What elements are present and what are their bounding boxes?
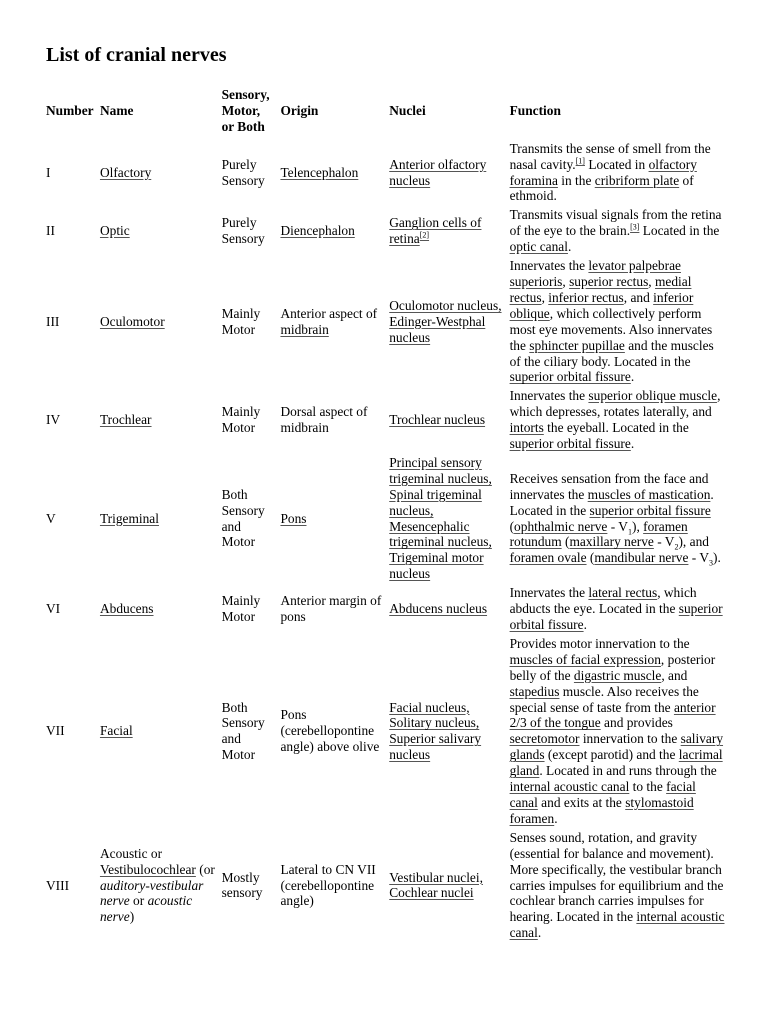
nucleus-link[interactable]: Spinal trigeminal nucleus, bbox=[389, 486, 482, 518]
function-text: , and bbox=[623, 289, 654, 305]
function-link[interactable]: intorts bbox=[509, 420, 544, 436]
function-text: . bbox=[554, 810, 558, 826]
cell-number: VII bbox=[46, 723, 65, 739]
nerve-link[interactable]: Optic bbox=[99, 223, 130, 239]
nucleus-link[interactable]: Vestibular nuclei, bbox=[389, 869, 483, 885]
function-text: Innervates the bbox=[509, 388, 589, 404]
nerve-link[interactable]: Trigeminal bbox=[99, 510, 159, 526]
name-text: Acoustic or bbox=[99, 845, 163, 861]
cell-nuclei bbox=[387, 584, 507, 635]
table-row bbox=[44, 257, 728, 387]
nucleus-link[interactable]: Trochlear nucleus bbox=[389, 412, 486, 428]
cell-type: Mainly Motor bbox=[221, 593, 261, 625]
cell-function bbox=[508, 454, 728, 584]
function-text: Located in the bbox=[639, 223, 720, 239]
table-header-row bbox=[44, 86, 728, 140]
function-text: (except parotid) and the bbox=[544, 747, 679, 763]
cell-number: VI bbox=[46, 601, 61, 617]
cell-nuclei bbox=[387, 387, 507, 454]
function-link[interactable]: foramen rotundum bbox=[509, 518, 688, 550]
function-text: and provides bbox=[600, 715, 673, 731]
cell-name bbox=[98, 635, 220, 829]
nucleus-link[interactable]: Anterior olfactory nucleus bbox=[389, 156, 487, 188]
cell-function bbox=[508, 140, 728, 207]
function-text: and exits at the bbox=[537, 794, 626, 810]
function-link[interactable]: mandibular nerve bbox=[594, 550, 689, 566]
nucleus-link[interactable]: Mesencephalic trigeminal nucleus, bbox=[389, 518, 492, 550]
nucleus-link[interactable]: Ganglion cells of retina bbox=[389, 215, 482, 247]
nucleus-link[interactable]: Edinger-Westphal nucleus bbox=[389, 313, 486, 345]
function-link[interactable]: muscles of mastication bbox=[587, 486, 711, 502]
cell-type: Purely Sensory bbox=[221, 156, 265, 188]
function-link[interactable]: muscles of facial expression bbox=[509, 651, 661, 667]
function-link[interactable]: internal acoustic canal bbox=[509, 779, 630, 795]
function-text: , posterior belly of the bbox=[509, 651, 716, 683]
table-row bbox=[44, 140, 728, 207]
cell-nuclei bbox=[387, 206, 507, 257]
origin-link[interactable]: Diencephalon bbox=[280, 223, 355, 239]
function-link[interactable]: superior orbital fissure bbox=[509, 436, 631, 452]
origin-text: Anterior aspect of bbox=[280, 305, 378, 321]
cell-nuclei bbox=[387, 257, 507, 387]
function-link[interactable]: salivary glands bbox=[509, 731, 724, 763]
nucleus-link[interactable]: Cochlear nuclei bbox=[389, 885, 474, 901]
function-text: ( bbox=[509, 518, 515, 534]
function-link[interactable]: lacrimal gland bbox=[509, 747, 723, 779]
cell-origin bbox=[278, 206, 387, 257]
cell-name bbox=[98, 387, 220, 454]
function-text: , which collectively perform most eye movements. Also innervates the bbox=[509, 305, 713, 353]
cell-number: II bbox=[46, 223, 55, 239]
cell-origin bbox=[278, 257, 387, 387]
cell-function bbox=[508, 635, 728, 829]
function-text: , bbox=[541, 289, 549, 305]
function-link[interactable]: medial rectus bbox=[509, 273, 692, 305]
function-link[interactable]: maxillary nerve bbox=[569, 534, 654, 550]
cell-function bbox=[508, 829, 728, 943]
table-row bbox=[44, 206, 728, 257]
function-text: Provides motor innervation to the bbox=[509, 635, 690, 651]
page-title: List of cranial nerves bbox=[46, 44, 227, 66]
subscript: 2 bbox=[674, 543, 679, 553]
function-text: . bbox=[537, 925, 542, 941]
function-link[interactable]: stylomastoid foramen bbox=[509, 794, 694, 826]
function-text: Located in bbox=[584, 156, 649, 172]
cell-origin bbox=[278, 454, 387, 584]
nucleus-link[interactable]: Principal sensory trigeminal nucleus, bbox=[389, 454, 492, 486]
function-text: muscle. Also receives the special sense of taste from the bbox=[509, 683, 699, 715]
function-text: , which depresses, rotates laterally, and bbox=[509, 388, 721, 420]
cell-type: Both Sensory and Motor bbox=[221, 486, 265, 550]
function-link[interactable]: digastric muscle bbox=[573, 667, 662, 683]
header-type-line: Sensory, bbox=[221, 87, 270, 102]
header-type bbox=[220, 86, 279, 140]
table-row bbox=[44, 584, 728, 635]
function-text: Receives sensation from the face and innervates the bbox=[509, 470, 709, 502]
nerve-link[interactable]: Facial bbox=[99, 723, 133, 739]
cell-name bbox=[98, 584, 220, 635]
nucleus-link[interactable]: Facial nucleus, bbox=[389, 699, 470, 715]
cell-function bbox=[508, 206, 728, 257]
cell-number: V bbox=[46, 510, 56, 526]
function-link[interactable]: inferior rectus bbox=[548, 289, 624, 305]
header-function: Function bbox=[509, 102, 561, 118]
cell-name bbox=[98, 140, 220, 207]
citation-link[interactable]: [1] bbox=[575, 156, 585, 166]
function-link[interactable]: secretomotor bbox=[509, 731, 580, 747]
function-link[interactable]: foramen ovale bbox=[509, 550, 587, 566]
cell-type: Mainly Motor bbox=[221, 305, 261, 337]
cell-type: Purely Sensory bbox=[221, 215, 265, 247]
cell-name bbox=[98, 257, 220, 387]
cell-function bbox=[508, 584, 728, 635]
function-link[interactable]: anterior 2/3 of the tongue bbox=[509, 699, 716, 731]
header-type-line: Motor, bbox=[221, 102, 261, 118]
nucleus-link[interactable]: Solitary nucleus, bbox=[389, 715, 480, 731]
function-text: and the muscles of the ciliary body. Located in the bbox=[509, 337, 714, 369]
function-link[interactable]: ophthalmic nerve bbox=[514, 518, 608, 534]
cell-origin: Lateral to CN VII (cerebellopontine angle) bbox=[280, 861, 376, 909]
cell-nuclei bbox=[387, 454, 507, 584]
citation-link[interactable]: [3] bbox=[630, 222, 640, 232]
nucleus-link[interactable]: Superior salivary nucleus bbox=[389, 731, 482, 763]
function-text: . bbox=[630, 369, 635, 385]
function-text: of ethmoid. bbox=[509, 172, 694, 204]
function-text: innervation to the bbox=[579, 731, 681, 747]
function-text: Transmits visual signals from the retina of the eye to the brain. bbox=[509, 207, 722, 239]
cranial-nerves-table bbox=[44, 86, 728, 943]
cell-origin: Pons (cerebellopontine angle) above olive bbox=[280, 707, 380, 755]
function-link[interactable]: superior orbital fissure bbox=[509, 369, 631, 385]
cell-origin: Dorsal aspect of midbrain bbox=[280, 404, 368, 436]
nerve-link[interactable]: Abducens bbox=[99, 601, 154, 617]
cell-number: I bbox=[46, 164, 51, 180]
function-link[interactable]: inferior oblique bbox=[509, 289, 694, 321]
function-text: to the bbox=[629, 779, 667, 795]
cell-function bbox=[508, 257, 728, 387]
nerve-link[interactable]: Trochlear bbox=[99, 412, 152, 428]
table-row bbox=[44, 829, 728, 943]
function-text: , and bbox=[661, 667, 688, 683]
origin-link[interactable]: midbrain bbox=[280, 321, 329, 337]
nerve-link[interactable]: Olfactory bbox=[99, 164, 152, 180]
header-origin: Origin bbox=[280, 102, 319, 118]
header-name: Name bbox=[99, 102, 134, 118]
cell-origin bbox=[278, 140, 387, 207]
function-link[interactable]: superior rectus bbox=[569, 273, 649, 289]
name-text: or bbox=[129, 893, 148, 909]
cell-function bbox=[508, 387, 728, 454]
subscript: 3 bbox=[709, 559, 714, 569]
function-text: - V bbox=[688, 550, 710, 566]
cell-name bbox=[98, 829, 220, 943]
function-text: Innervates the bbox=[509, 585, 589, 601]
nucleus-link[interactable]: Abducens nucleus bbox=[389, 601, 488, 617]
function-text: in the bbox=[557, 172, 595, 188]
function-text: ), bbox=[631, 518, 644, 534]
function-text: . bbox=[583, 617, 587, 632]
function-text: ( bbox=[586, 550, 595, 566]
nucleus-link[interactable]: Trigeminal motor nucleus bbox=[389, 550, 484, 582]
function-link[interactable]: levator palpebrae superioris bbox=[509, 258, 681, 289]
cell-origin: Anterior margin of pons bbox=[280, 593, 382, 625]
name-text: ) bbox=[129, 909, 135, 925]
function-text: , which abducts the eye. Located in the bbox=[509, 585, 697, 617]
nucleus-link[interactable]: Oculomotor nucleus, bbox=[389, 297, 502, 313]
cell-name bbox=[98, 454, 220, 584]
function-text: . Located in the bbox=[509, 486, 714, 518]
subscript: 1 bbox=[627, 527, 632, 537]
citation-link[interactable]: [2] bbox=[419, 230, 430, 240]
nerve-link[interactable]: Oculomotor bbox=[99, 313, 165, 329]
function-text: Innervates the bbox=[509, 258, 589, 274]
cell-name bbox=[98, 206, 220, 257]
function-text: the eyeball. Located in the bbox=[543, 420, 689, 436]
function-text: . Located in and runs through the bbox=[539, 763, 717, 779]
function-link[interactable]: superior orbital fissure bbox=[509, 601, 723, 632]
function-link[interactable]: internal acoustic canal bbox=[509, 909, 725, 941]
cell-nuclei bbox=[387, 829, 507, 943]
function-link[interactable]: stapedius bbox=[509, 683, 560, 699]
header-number: Number bbox=[46, 102, 94, 118]
table-row bbox=[44, 635, 728, 829]
origin-link[interactable]: Telencephalon bbox=[280, 164, 359, 180]
function-link[interactable]: superior oblique muscle bbox=[588, 388, 718, 404]
function-link[interactable]: lateral rectus bbox=[588, 585, 658, 601]
function-text: Senses sound, rotation, and gravity (essential for balance and movement). More specifically, the vestibular branch carries impulses for equilibrium and the cochlear branch carries impulses for hearing. Located in the bbox=[509, 829, 724, 925]
cell-number: IV bbox=[46, 412, 61, 428]
table-row bbox=[44, 387, 728, 454]
origin-link[interactable]: Pons bbox=[280, 510, 307, 526]
function-text: . bbox=[630, 436, 635, 452]
nerve-link[interactable]: Vestibulocochlear bbox=[99, 861, 196, 877]
cell-type: Mainly Motor bbox=[221, 404, 261, 436]
function-text: , bbox=[562, 273, 570, 289]
cell-nuclei bbox=[387, 140, 507, 207]
function-text: . bbox=[567, 239, 572, 255]
cell-number: VIII bbox=[46, 877, 70, 893]
cell-type: Mostly sensory bbox=[221, 869, 263, 901]
function-text: ), and bbox=[678, 534, 709, 550]
function-text: - V bbox=[607, 518, 628, 534]
header-type-line: or Both bbox=[221, 118, 265, 134]
header-nuclei: Nuclei bbox=[389, 102, 426, 118]
table-row bbox=[44, 454, 728, 584]
function-link[interactable]: cribriform plate bbox=[594, 172, 680, 188]
function-link[interactable]: optic canal bbox=[509, 239, 568, 255]
name-text: (or bbox=[195, 861, 215, 877]
alt-name: auditory-vestibular nerve bbox=[99, 877, 204, 909]
function-text: ( bbox=[561, 534, 570, 550]
function-link[interactable]: facial canal bbox=[509, 779, 696, 810]
function-text: - V bbox=[653, 534, 675, 550]
function-text: Transmits the sense of smell from the nasal cavity. bbox=[509, 140, 711, 172]
function-link[interactable]: sphincter pupillae bbox=[529, 337, 625, 353]
function-text: , bbox=[648, 273, 655, 289]
cell-number: III bbox=[46, 313, 60, 329]
alt-name: acoustic nerve bbox=[99, 893, 193, 925]
cell-type: Both Sensory and Motor bbox=[221, 699, 265, 763]
function-link[interactable]: superior orbital fissure bbox=[589, 502, 711, 518]
cell-nuclei bbox=[387, 635, 507, 829]
function-text: ). bbox=[713, 550, 721, 566]
function-link[interactable]: olfactory foramina bbox=[509, 156, 697, 188]
